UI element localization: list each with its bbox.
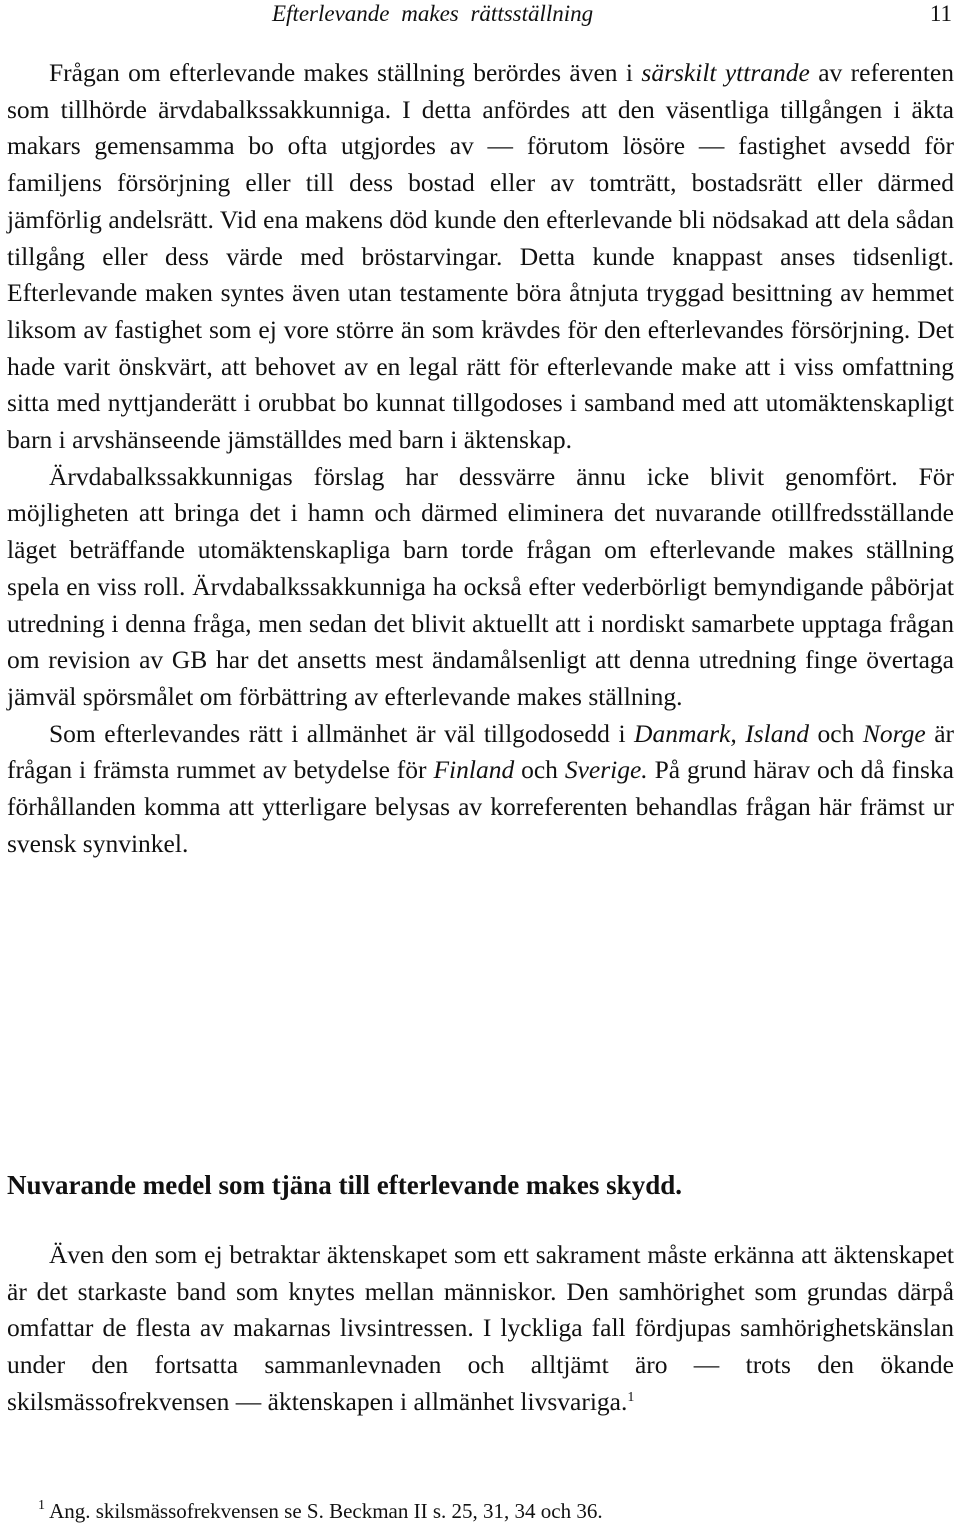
page-number: 11 xyxy=(929,1,952,26)
paragraph-3-text-b: och xyxy=(809,718,863,748)
paragraph-3-italic-1: Danmark, Island xyxy=(634,718,810,748)
paragraph-4 xyxy=(7,1237,954,1421)
footnote xyxy=(38,1497,603,1525)
paragraph-3-text-c: är frågan i främsta rummet av betydelse för xyxy=(7,718,955,785)
paragraph-3-text-e: På grund härav och då finska förhållanden komma att ytterligare belysas av korreferenten behandlas frågan här främst ur svensk synvinkel. xyxy=(7,755,954,858)
paragraph-1-text-b: av referenten som tillhörde ärvdabalkssakkunniga. I detta anfördes att den väsentliga tillgången i äkta makars gemensamma bo ofta utgjordes av — förutom lösöre — fastighet avsedd för familjens försörjning eller till dess bostad eller av tomträtt, bostadsrätt eller därmed jämförlig andelsrätt. Vid ena makens död kunde den efterlevande bli nödsakad att dela sådan tillgång eller dess värde med bröstarvingar. Detta kunde knappast anses tidsenligt. Efterlevande maken syntes även utan testamente böra åtnjuta tryggad besittning av hemmet liksom av fastighet som ej vore större än som krävdes för den efterlevandes försörjning. Det hade varit önskvärt, att behovet av en legal rätt för efterlevande make att i viss omfattning sitta med nyttjanderätt i orubbat bo kunnat tillgodoses i samband med att utomäktenskapligt barn i arvshänseende jämställdes med barn i äktenskap. xyxy=(7,58,954,455)
paragraph-1-text-a: Frågan om efterlevande makes ställning berördes även i xyxy=(49,58,642,87)
footnote-marker: 1 xyxy=(38,1498,45,1513)
paragraph-4-text: Även den som ej betraktar äktenskapet som ett sakrament måste erkänna att äktenskapet är det starkaste band som knytes mellan människor. Den samhörighet som grundas därpå omfattar de flesta av makarnas livsintressen. I lyckliga fall fördjupas samhörighetskänslan under den fortsatta sammanlevnaden och alltjämt äro — trots den ökande skilsmässofrekvensen — äktenskapen i allmänhet livsvariga. xyxy=(7,1240,954,1416)
section-heading-bold-2: tjäna till efterlevande makes skydd. xyxy=(271,1170,682,1200)
running-head: Efterlevande makes rättsställning xyxy=(272,1,594,26)
paragraph-3-italic-4: Sverige. xyxy=(564,755,648,785)
body-section-2 xyxy=(7,1237,954,1421)
section-heading xyxy=(7,1167,954,1203)
section-heading-bold-1: Nuvarande medel xyxy=(7,1170,212,1200)
paragraph-3-text-d: och xyxy=(514,755,565,785)
body-section-1 xyxy=(7,55,954,862)
footnote-reference: 1 xyxy=(627,1389,635,1405)
paragraph-3-italic-3: Finland xyxy=(433,755,515,785)
paragraph-1-italic: särskilt yttrande xyxy=(641,58,810,87)
footnote-text: Ang. skilsmässofrekvensen se S. Beckman II s. 25, 31, 34 och 36. xyxy=(45,1499,603,1523)
page-header xyxy=(0,0,960,30)
paragraph-3-italic-2: Norge xyxy=(862,718,926,748)
paragraph-1 xyxy=(7,55,954,459)
paragraph-2: Ärvdabalkssakkunnigas förslag har dessvärre ännu icke blivit genomfört. För möjligheten att bringa det i hamn och därmed eliminera det nuvarande otillfredsställande läget beträffande utomäktenskapliga barn torde frågan om efterlevande makes ställning spela en viss roll. Ärvdabalkssakkunniga ha också efter vederbörligt bemyndigande påbörjat utredning i denna fråga, men sedan det blivit aktuellt att i nordiskt samarbete upptaga frågan om revision av GB har det ansetts mest ändamålsenligt att denna utredning finge övertaga jämväl spörsmålet om förbättring av efterlevande makes ställning. xyxy=(7,461,954,711)
paragraph-3 xyxy=(7,716,954,863)
section-heading-normal: som xyxy=(211,1170,272,1200)
paragraph-3-text-a: Som efterlevandes rätt i allmänhet är väl tillgodosedd i xyxy=(49,718,635,748)
